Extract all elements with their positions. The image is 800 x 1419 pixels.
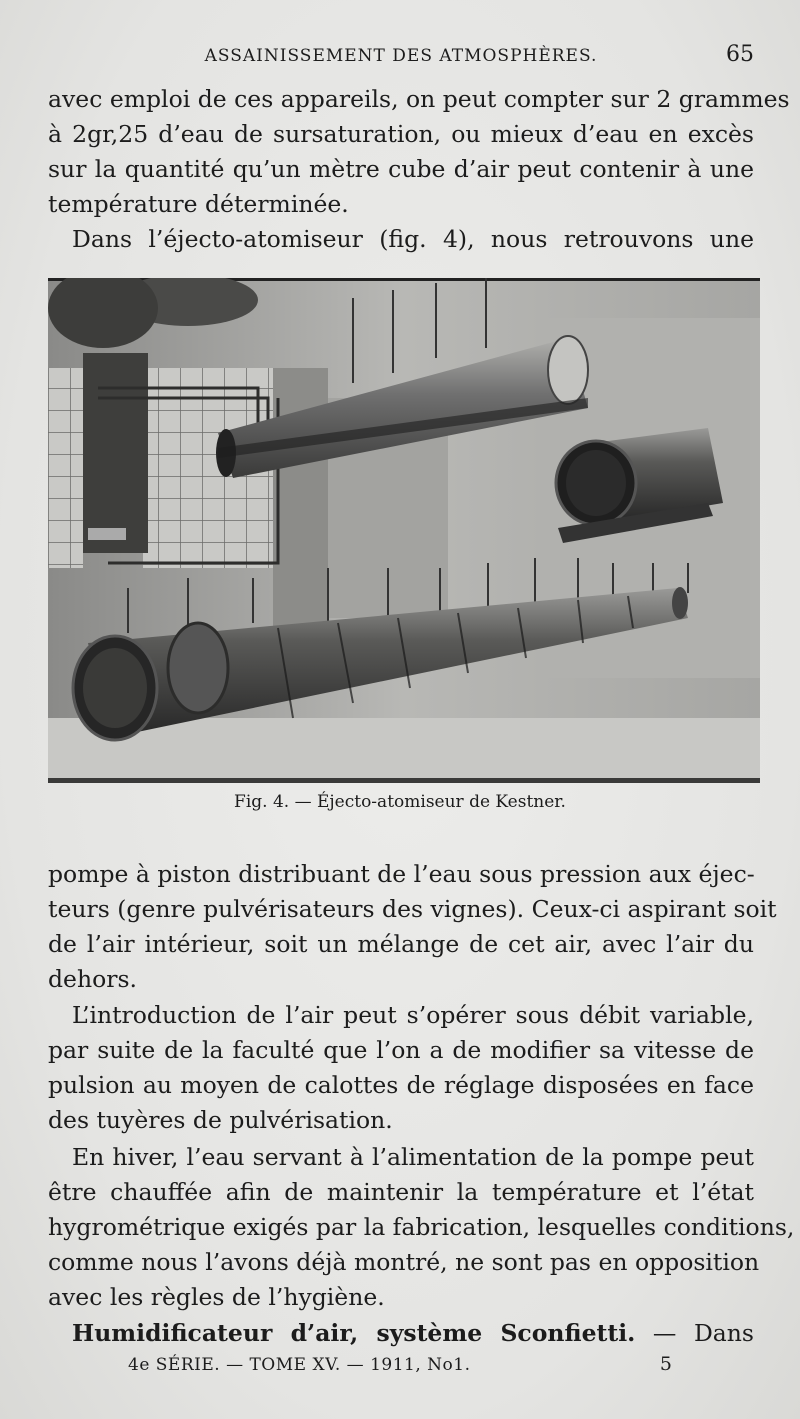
text-line: à 2gr,25 d’eau de sursaturation, ou mieux d’eau en excès <box>48 120 754 148</box>
paragraph-3 <box>48 857 777 997</box>
text-line: pompe à piston distribuant de l’eau sous pression aux éjec- <box>48 860 755 888</box>
paragraph-5 <box>48 1140 795 1315</box>
paragraph-2 <box>48 222 754 257</box>
text-line: température déterminée. <box>48 190 349 218</box>
running-head <box>48 42 754 72</box>
running-title: ASSAINISSEMENT DES ATMOSPHÈRES. <box>204 46 598 66</box>
section-heading: Humidificateur d’air, système Sconfietti. <box>72 1319 636 1347</box>
text-line: L’introduction de l’air peut s’opérer sous débit variable, <box>72 1001 754 1029</box>
figure-ejecto-atomiseur-illustration <box>48 278 760 783</box>
signature-mark: 5 <box>659 1353 672 1375</box>
text-line: pulsion au moyen de calottes de réglage disposées en face <box>48 1071 754 1099</box>
text-line: par suite de la faculté que l’on a de modifier sa vitesse de <box>48 1036 754 1064</box>
heading-continuation: — Dans <box>635 1319 754 1347</box>
text-line: comme nous l’avons déjà montré, ne sont pas en opposition <box>48 1248 760 1276</box>
text-line: être chauffée afin de maintenir la température et l’état <box>48 1178 754 1206</box>
text-line: dehors. <box>48 965 137 993</box>
paragraph-6 <box>48 1316 754 1351</box>
text-line: avec emploi de ces appareils, on peut compter sur 2 grammes <box>48 85 790 113</box>
text-line: hygrométrique exigés par la fabrication, lesquelles conditions, <box>48 1213 795 1241</box>
text-line: des tuyères de pulvérisation. <box>48 1106 393 1134</box>
series-info: 4e SÉRIE. — TOME XV. — 1911, No1. <box>128 1355 471 1375</box>
page-footer <box>48 1355 754 1385</box>
figure-caption: Fig. 4. — Éjecto-atomiseur de Kestner. <box>234 792 566 812</box>
text-line <box>48 1316 754 1351</box>
text-line: Dans l’éjecto-atomiseur (fig. 4), nous retrouvons une <box>72 225 754 253</box>
text-line: avec les règles de l’hygiène. <box>48 1283 385 1311</box>
paragraph-1 <box>48 82 790 222</box>
text-line: teurs (genre pulvérisateurs des vignes). Ceux-ci aspirant soit <box>48 895 777 923</box>
text-line: de l’air intérieur, soit un mélange de cet air, avec l’air du <box>48 930 754 958</box>
text-line: sur la quantité qu’un mètre cube d’air peut contenir à une <box>48 155 754 183</box>
text-line: En hiver, l’eau servant à l’alimentation de la pompe peut <box>72 1143 754 1171</box>
page-number: 65 <box>726 42 754 67</box>
paragraph-4 <box>48 998 754 1138</box>
